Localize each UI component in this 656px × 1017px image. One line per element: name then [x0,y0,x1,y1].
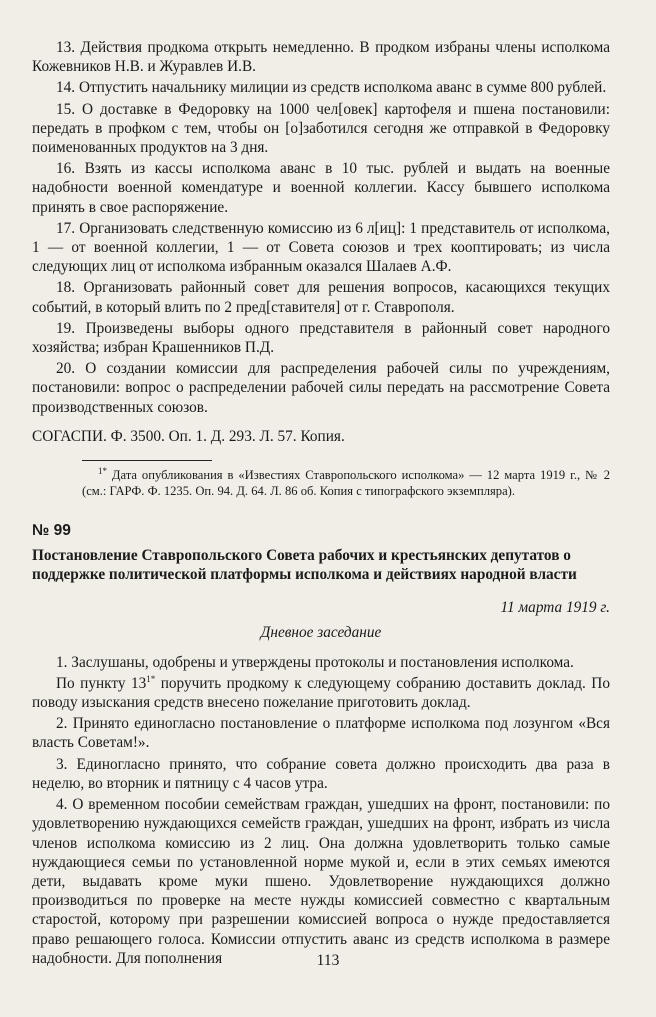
item-15: 15. О доставке в Федоровку на 1000 чел[овек] картофеля и пшена постановили: передать в профком с тем, чтобы он [о]заботился сегодня же отправкой в Федоровку поименованных продуктов на 3 дня. [32,100,610,157]
item-1: 1. Заслушаны, одобрены и утверждены протоколы и постановления исполкома. [56,653,574,671]
document-date: 11 марта 1919 г. [500,599,610,617]
followup-post: поручить продкому к следующему собранию доставить доклад. По поводу изыскания средств внесено пожелание приготовить доклад. [32,674,610,712]
document-number: № 99 [32,522,71,540]
page-number: 113 [316,952,340,969]
item-4: 4. О временном пособии семействам граждан, ушедших на фронт, постановили: по удовлетворению нуждающихся семейств граждан, ушедших на фронт, избрать из числа членов исполкома комиссию из 2 лиц. Она должна удовлетворить только самые нуждающиеся семьи по установленной норме мукой и, если в этих семьях имеются дети, выдавать кроме муки пшено. Удовлетворение нуждающихся должно производиться по проверке на месте нужды комиссией совместно с квартальным старостой, которому при разрешении комиссией вопроса о нужде предоставляется право решающего голоса. Комиссии отпустить аванс из средств исполкома в размере надобности. Для пополнения [32,796,610,967]
document-title: Постановление Ставропольского Совета рабочих и крестьянских депутатов о поддержке политической платформы исполкома и действиях народной власти [32,547,577,584]
footnote-divider [82,460,212,461]
item-16: 16. Взять из кассы исполкома аванс в 10 тыс. рублей и выдать на военные надобности военной комендатуре и военной коллегии. Кассу бывшего исполкома принять в свое распоряжение. [32,160,610,216]
page-body [32,38,610,968]
archive-source: СОГАСПИ. Ф. 3500. Оп. 1. Д. 293. Л. 57. Копия. [32,427,345,445]
footnote-mark: 1* [98,465,107,476]
item-18: 18. Организовать районный совет для решения вопросов, касающихся текущих событий, в который влить по 2 пред[ставителя] от г. Ставрополя. [32,279,610,316]
followup-pre: По пункту 13 [56,674,147,692]
item-3: 3. Единогласно принято, что собрание совета должно происходить два раза в неделю, во вторник и пятницу с 4 часов утра. [32,755,610,792]
session-heading: Дневное заседание [260,624,382,642]
footnote-text: Дата опубликования в «Известиях Ставропольского исполкома» — 12 марта 1919 г., № 2 (см.: ГАРФ. Ф. 1235. Оп. 94. Д. 64. Л. 86 об. Копия с типографского экземпляра). [82,468,610,499]
item-13: 13. Действия продкома открыть немедленно. В продком избраны члены исполкома Кожевников Н.В. и Журавлев И.В. [32,39,610,76]
item-14: 14. Отпустить начальнику милиции из средств исполкома аванс в сумме 800 рублей. [56,79,607,97]
item-13-followup [32,674,610,712]
item-17: 17. Организовать следственную комиссию из 6 л[иц]: 1 представитель от исполкома, 1 — от военной коллегии, 1 — от Совета союзов и трех кооптировать; из числа следующих лиц от исполкома избранным оказался Шалаев А.Ф. [32,219,610,276]
item-2: 2. Принято единогласно постановление о платформе исполкома под лозунгом «Вся власть Советам!». [32,715,610,752]
item-20: 20. О создании комиссии для распределения рабочей силы по учреждениям, постановили: вопрос о распределении рабочей силы передать на рассмотрение Совета производственных союзов. [32,360,610,416]
item-19: 19. Произведены выборы одного представителя в районный совет народного хозяйства; избран Крашенников П.Д. [32,319,610,357]
followup-note-mark: 1* [146,673,156,684]
footnote [82,467,610,499]
